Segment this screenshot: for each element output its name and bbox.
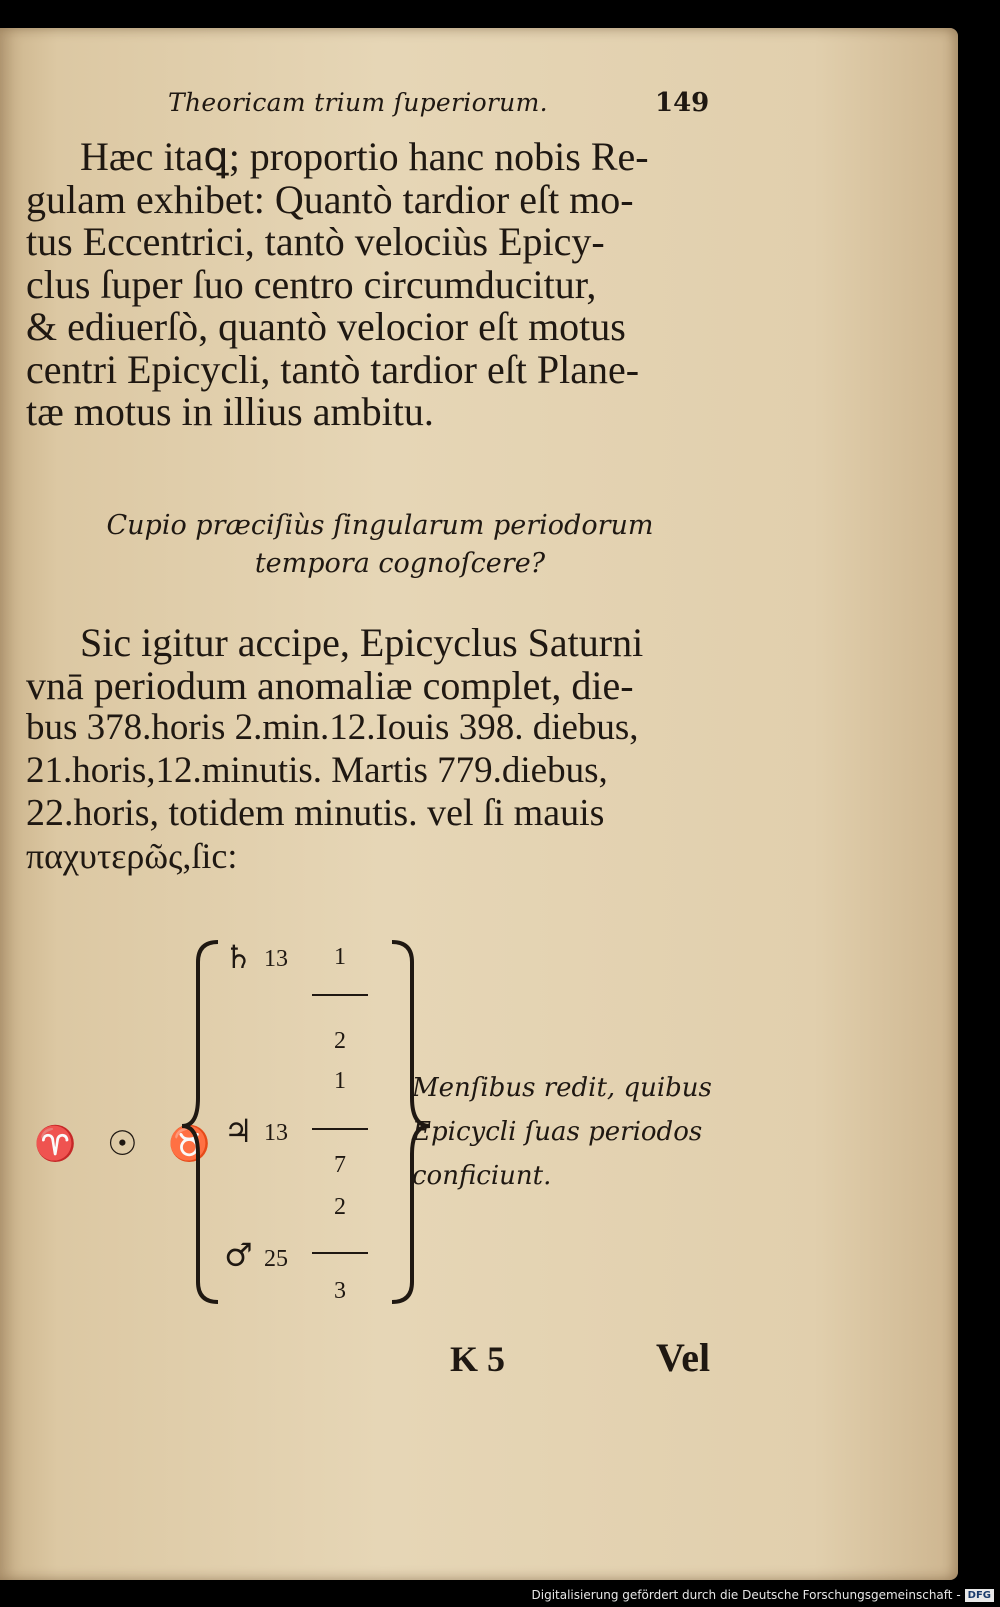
jupiter-whole: 13 bbox=[264, 1120, 288, 1146]
question-heading bbox=[100, 507, 660, 583]
text-line: tæ motus in illius ambitu. bbox=[26, 389, 434, 434]
paragraph-proportio bbox=[26, 136, 726, 434]
signature-mark: K 5 bbox=[450, 1339, 506, 1379]
question-line: Cupio præciſiùs ſingularum periodorum bbox=[106, 510, 654, 541]
text-line: Hæc itaꝗ; proportio hanc nobis Re- bbox=[80, 134, 649, 179]
text-line: tus Eccentrici, tantò velociùs Epicy- bbox=[26, 219, 605, 264]
question-line: tempora cognoſcere? bbox=[254, 548, 546, 579]
mars-whole: 25 bbox=[264, 1246, 288, 1272]
text-line: vnā periodum anomaliæ complet, die- bbox=[26, 662, 634, 708]
saturn-denominator: 2 bbox=[334, 1028, 346, 1054]
mars-symbol: ♂ bbox=[224, 1236, 253, 1274]
saturn-fraction-bar bbox=[312, 994, 368, 996]
text-line: 21.horis,12.minutis. Martis 779.diebus, bbox=[26, 749, 608, 791]
text-line: & ediuerſò, quantò velocior eſt motus bbox=[26, 304, 626, 349]
running-header-title: Theoricam trium ſuperiorum. bbox=[168, 88, 548, 117]
jupiter-symbol: ♃ bbox=[224, 1112, 253, 1150]
book-page bbox=[0, 28, 958, 1580]
jupiter-numerator: 1 bbox=[334, 1068, 346, 1094]
saturn-symbol: ♄ bbox=[224, 938, 253, 976]
annotation-line: Menſibus redit, quibus bbox=[412, 1073, 712, 1103]
zodiac-signs: ♈ ☉ ♉ bbox=[34, 1124, 221, 1164]
annotation-line: Epicycli ſuas periodos bbox=[412, 1117, 703, 1147]
paragraph-periods bbox=[26, 622, 726, 877]
mars-fraction-bar bbox=[312, 1252, 368, 1254]
text-line: Sic igitur accipe, Epicyclus Saturni bbox=[80, 620, 644, 665]
saturn-numerator: 1 bbox=[334, 944, 346, 970]
digitization-credit bbox=[532, 1585, 995, 1605]
saturn-whole: 13 bbox=[264, 946, 288, 972]
page-number: 149 bbox=[655, 88, 710, 118]
text-line: clus ſuper ſuo centro circumducitur, bbox=[26, 261, 597, 307]
period-diagram bbox=[28, 938, 728, 1318]
text-line: gulam exhibet: Quantò tardior eſt mo- bbox=[26, 176, 634, 222]
mars-numerator: 2 bbox=[334, 1194, 346, 1220]
text-line: 22.horis, totidem minutis. vel ſi mauis bbox=[26, 792, 605, 834]
diagram-annotation bbox=[412, 1066, 742, 1198]
catchword: Vel bbox=[656, 1335, 711, 1380]
dfg-logo: DFG bbox=[965, 1589, 994, 1602]
credit-text: Digitalisierung gefördert durch die Deutsche Forschungsgemeinschaft - bbox=[531, 1588, 961, 1602]
jupiter-fraction-bar bbox=[312, 1128, 368, 1130]
jupiter-denominator: 7 bbox=[334, 1152, 346, 1178]
text-line: bus 378.horis 2.min.12.Iouis 398. diebus, bbox=[26, 707, 639, 748]
annotation-line: conficiunt. bbox=[412, 1161, 552, 1191]
mars-denominator: 3 bbox=[334, 1278, 346, 1304]
text-line: παχυτερῶς,ſic: bbox=[26, 835, 238, 876]
text-line: centri Epicycli, tantò tardior eſt Plane- bbox=[26, 346, 640, 392]
